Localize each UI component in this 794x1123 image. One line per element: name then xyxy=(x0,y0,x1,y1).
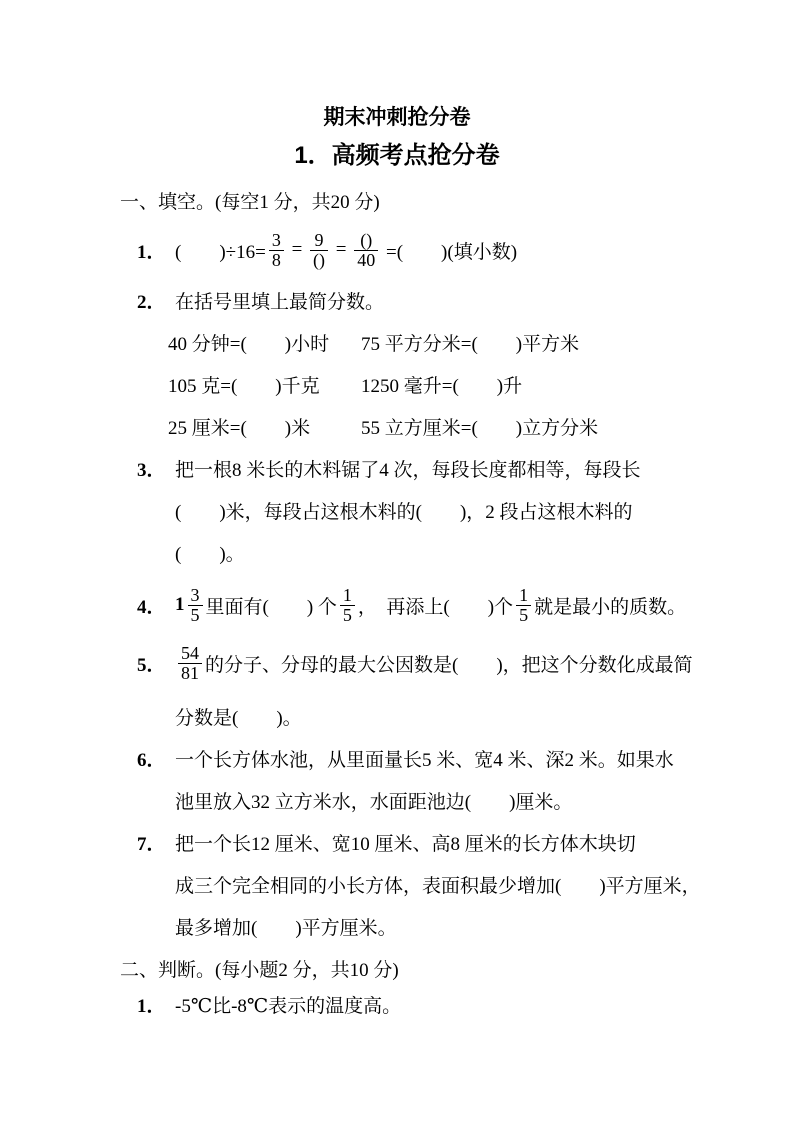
fill-question-5 xyxy=(120,634,720,692)
fraction-3-5 xyxy=(188,586,203,625)
numerator: 3 xyxy=(190,584,200,605)
conversion-right: 1250 毫升=( )升 xyxy=(361,376,523,397)
fraction-3-8 xyxy=(269,231,284,270)
conversion-row xyxy=(120,366,720,408)
question-line: 成三个完全相同的小长方体，表面积最少增加( )平方厘米， xyxy=(175,876,701,897)
question-text: ， 再添上( )个 xyxy=(357,596,514,618)
conversion-right: 55 立方厘米=( )立方分米 xyxy=(361,418,599,439)
question-number: 1． xyxy=(137,241,166,263)
paper-title: 期末冲刺抢分卷 xyxy=(323,106,471,129)
numerator: () xyxy=(360,229,373,250)
fill-question-3 xyxy=(120,450,720,492)
numerator: 9 xyxy=(314,229,324,250)
fraction-blank-40 xyxy=(354,231,378,270)
question-number: 1． xyxy=(137,996,166,1017)
question-text: 的分子、分母的最大公因数是( )，把这个分数化成最简 xyxy=(205,654,693,676)
fill-question-6 xyxy=(120,740,720,782)
question-number: 2． xyxy=(137,292,166,313)
numerator: 3 xyxy=(271,229,281,250)
fill-question-7 xyxy=(120,824,720,866)
question-line: 池里放入32 立方米水，水面距池边( )厘米。 xyxy=(175,792,573,813)
question-number: 7． xyxy=(137,834,166,855)
conversion-right: 75 平方分米=( )平方米 xyxy=(361,334,580,355)
question-line: ( )米，每段占这根木料的( )，2 段占这根木料的 xyxy=(175,502,633,523)
conversion-left: 40 分钟=( )小时 xyxy=(168,334,330,355)
paper-subtitle: 1．高频考点抢分卷 xyxy=(294,142,500,169)
question-text: 在括号里填上最简分数。 xyxy=(175,292,385,313)
equals-sign: = xyxy=(331,239,352,260)
conversion-row xyxy=(120,408,720,450)
question-text: 就是最小的质数。 xyxy=(534,596,687,618)
question-line: 分数是( )。 xyxy=(175,708,302,729)
denominator: () xyxy=(310,250,328,270)
question-number: 3． xyxy=(137,460,166,481)
fill-question-4 xyxy=(120,576,720,634)
numerator: 1 xyxy=(519,584,529,605)
denominator: 5 xyxy=(188,605,203,625)
numerator: 54 xyxy=(181,642,199,663)
fill-question-2 xyxy=(120,282,720,324)
denominator: 8 xyxy=(269,250,284,270)
denominator: 5 xyxy=(340,605,355,625)
fraction-1-5 xyxy=(340,586,355,625)
question-line: 最多增加( )平方厘米。 xyxy=(175,918,397,939)
denominator: 40 xyxy=(354,250,378,270)
question-text: 把一个长12 厘米、宽10 厘米、高8 厘米的长方体木块切 xyxy=(175,834,636,855)
judge-question-1 xyxy=(120,986,720,1028)
question-text: 把一根8 米长的木料锯了4 次，每段长度都相等，每段长 xyxy=(175,460,641,481)
fraction-54-81 xyxy=(178,644,202,683)
equals-sign: = xyxy=(286,239,308,260)
question-text: 一个长方体水池，从里面量长5 米、宽4 米、深2 米。如果水 xyxy=(175,750,674,771)
question-text: ( )÷16= xyxy=(175,241,266,263)
conversion-left: 25 厘米=( )米 xyxy=(168,418,311,439)
question-text: =( )(填小数) xyxy=(381,241,518,263)
fill-question-1 xyxy=(120,218,720,282)
conversion-left: 105 克=( )千克 xyxy=(168,376,320,397)
paper-body xyxy=(120,188,720,1028)
question-number: 5． xyxy=(137,654,166,676)
numerator: 1 xyxy=(342,584,352,605)
question-number: 6． xyxy=(137,750,166,771)
question-number: 4． xyxy=(137,596,166,618)
fraction-9-blank xyxy=(310,231,328,270)
fraction-1-5 xyxy=(516,586,531,625)
question-line: ( )。 xyxy=(175,544,245,565)
whole-number: 1 xyxy=(175,594,185,615)
question-text: 里面有( ) 个 xyxy=(205,596,337,618)
section-2-heading: 二、判断。(每小题2 分，共10 分) xyxy=(120,960,399,981)
conversion-row xyxy=(120,324,720,366)
denominator: 5 xyxy=(516,605,531,625)
question-text: -5℃比-8℃表示的温度高。 xyxy=(175,996,402,1017)
section-1-heading: 一、填空。(每空1 分，共20 分) xyxy=(120,192,380,213)
denominator: 81 xyxy=(178,663,202,683)
